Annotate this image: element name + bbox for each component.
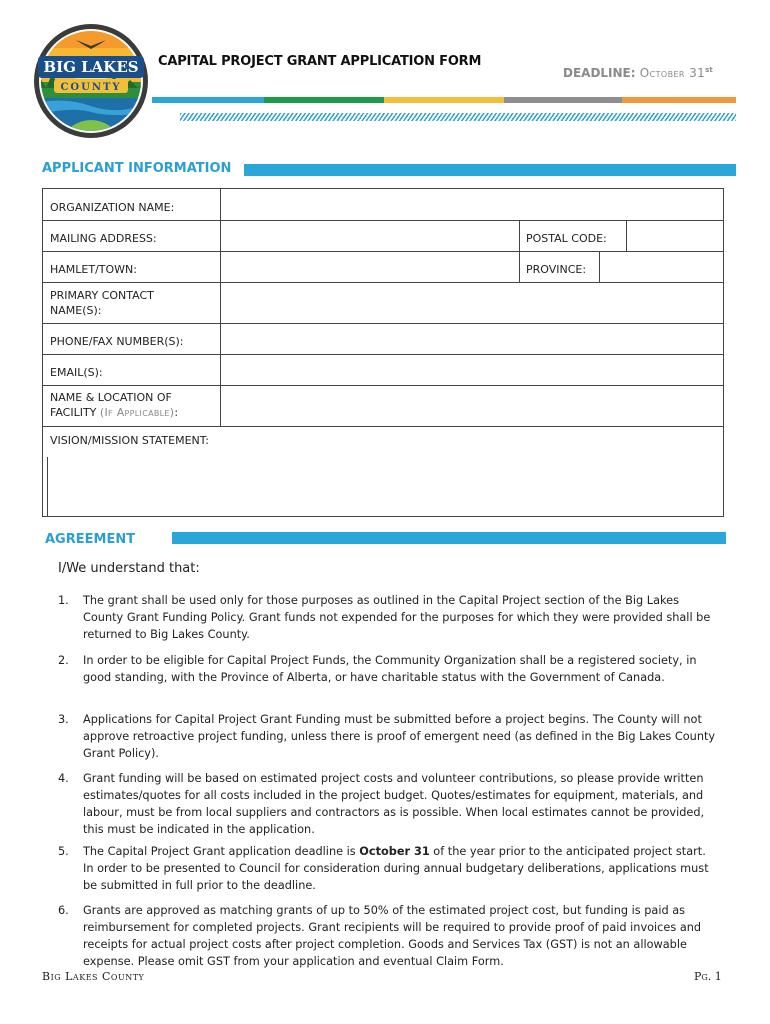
vision-mission-input[interactable] xyxy=(49,451,721,515)
item-text: Grant funding will be based on estimated project costs and volunteer contributions, so please provide written estimates/quotes for all costs included in the project budget. Quotes/estimates for equipment, materials, and labour, must be from local suppliers and contractors as is possible. When local estimates cannot be provided, this must be indicated in the application. xyxy=(83,772,705,836)
item-text: Applications for Capital Project Grant Funding must be submitted before a project begins. The County will not approve retroactive project funding, unless there is proof of emergent need (as defined in the Big Lakes County Grant Policy). xyxy=(83,713,716,760)
hamlet-town-label: HAMLET/TOWN: xyxy=(50,263,137,276)
email-label: EMAIL(S): xyxy=(50,366,103,379)
facility-input[interactable] xyxy=(221,386,723,426)
deadline-suffix: st xyxy=(705,66,713,74)
item-text xyxy=(83,843,719,894)
org-name-input[interactable] xyxy=(221,189,723,220)
deadline xyxy=(563,66,713,80)
applicant-table xyxy=(42,188,724,517)
color-bar-gray xyxy=(504,97,622,103)
item-text: Grants are approved as matching grants of up to 50% of the estimated project cost, but funding is paid as reimbursement for completed projects. Grant recipients will be required to provide proof of paid invoices and receipts for actual project costs after project completion. Goods and Services Tax (GST) is not an allowable expense. Please omit GST from your application and eventual Claim Form. xyxy=(83,904,702,968)
agreement-item xyxy=(58,843,718,895)
deadline-value: October 31 xyxy=(639,66,706,80)
mailing-address-input[interactable] xyxy=(221,221,519,251)
item-number: 1. xyxy=(58,594,69,607)
mailing-address-label: MAILING ADDRESS: xyxy=(50,232,157,245)
item-number: 5. xyxy=(58,845,69,858)
logo-text-line1: BIG LAKES xyxy=(43,58,139,76)
agreement-section-title: AGREEMENT xyxy=(45,532,136,547)
agreement-intro: I/We understand that: xyxy=(58,561,200,576)
facility-label xyxy=(43,386,213,420)
agreement-item xyxy=(58,592,718,644)
item-text: In order to be eligible for Capital Project Funds, the Community Organization shall be a registered society, in good standing, with the Province of Alberta, or have charitable status with the Government of Canada. xyxy=(83,654,697,684)
org-name-label: ORGANIZATION NAME: xyxy=(50,201,175,214)
hamlet-town-input[interactable] xyxy=(221,252,519,282)
big-lakes-county-logo xyxy=(32,22,150,140)
agreement-item xyxy=(58,902,718,970)
item-number: 6. xyxy=(58,904,69,917)
form-title: CAPITAL PROJECT GRANT APPLICATION FORM xyxy=(158,54,482,69)
postal-code-input[interactable] xyxy=(627,221,723,251)
item-text: The grant shall be used only for those purposes as outlined in the Capital Project section of the Big Lakes County Grant Funding Policy. Grant funds not expended for the purposes for which they were provided shall be returned to Big Lakes County. xyxy=(83,594,711,641)
primary-contact-input[interactable] xyxy=(221,283,723,323)
vision-mission-label: VISION/MISSION STATEMENT: xyxy=(50,434,209,447)
agreement-section-bar xyxy=(172,532,726,544)
item-number: 2. xyxy=(58,654,69,667)
agreement-item xyxy=(58,652,718,704)
color-bar-orange xyxy=(622,97,736,103)
agreement-item xyxy=(58,711,718,763)
item-number: 4. xyxy=(58,772,69,785)
decorative-hatch-band xyxy=(180,113,736,121)
agreement-item xyxy=(58,770,718,838)
phone-fax-input[interactable] xyxy=(221,324,723,354)
item-text-before: The Capital Project Grant application deadline is xyxy=(83,845,360,858)
applicant-section-bar xyxy=(244,164,736,176)
email-input[interactable] xyxy=(221,355,723,385)
item-text-after: of the year prior to the anticipated project start. In order to be presented to Council for consideration during annual budgetary deliberations, applications must be submitted in full prior to the deadline. xyxy=(83,845,709,892)
applicant-section-title: APPLICANT INFORMATION xyxy=(42,161,232,176)
phone-fax-label: PHONE/FAX NUMBER(S): xyxy=(50,335,184,348)
color-bar-yellow xyxy=(384,97,504,103)
facility-if-applicable-note: (If Applicable) xyxy=(99,406,175,419)
item-text-deadline: October 31 xyxy=(359,845,430,858)
facility-label-colon: : xyxy=(174,406,179,419)
province-label: PROVINCE: xyxy=(526,263,587,276)
item-number: 3. xyxy=(58,713,69,726)
logo-text-line2: COUNTY xyxy=(60,82,122,93)
postal-code-label: POSTAL CODE: xyxy=(526,232,607,245)
deadline-label: DEADLINE: xyxy=(563,66,636,80)
color-bar-blue xyxy=(152,97,264,103)
province-input[interactable] xyxy=(600,252,723,282)
footer-page-number: Pg. 1 xyxy=(694,970,722,983)
footer-organization: Big Lakes County xyxy=(42,970,145,983)
facility-label-text: NAME & LOCATION OF FACILITY xyxy=(50,391,172,419)
primary-contact-label: PRIMARY CONTACT NAME(S): xyxy=(50,289,154,317)
color-bar-green xyxy=(264,97,384,103)
